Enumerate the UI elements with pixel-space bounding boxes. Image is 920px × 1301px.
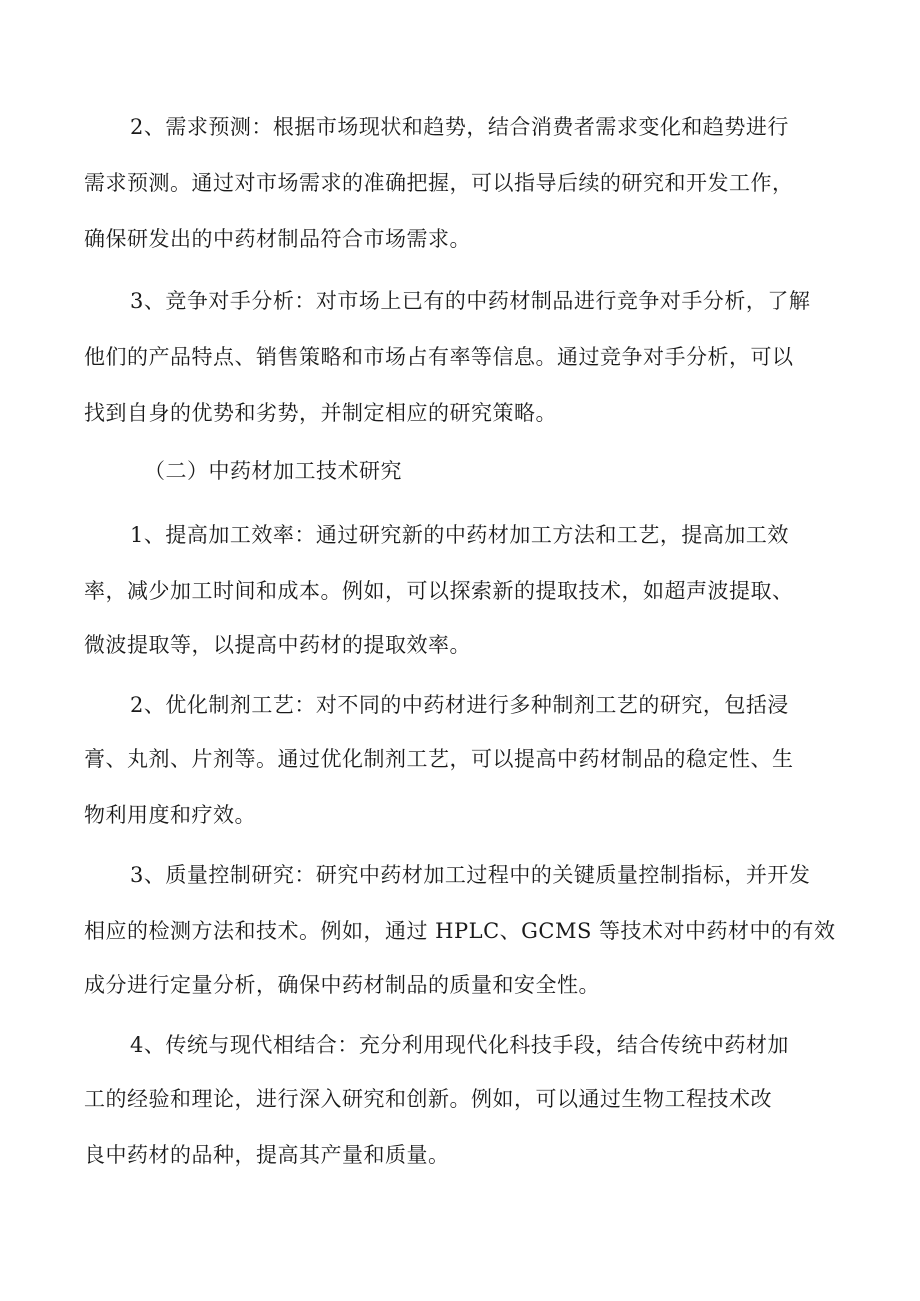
paragraph-competitor-analysis-line-3: 找到自身的优势和劣势，并制定相应的研究策略。 [84, 401, 557, 425]
paragraph-quality-control-line-3: 成分进行定量分析，确保中药材制品的质量和安全性。 [84, 973, 600, 997]
paragraph-tradition-modern-line-1: 4、传统与现代相结合：充分利用现代化科技手段，结合传统中药材加 [130, 1033, 789, 1057]
paragraph-competitor-analysis-line-1: 3、竞争对手分析：对市场上已有的中药材制品进行竞争对手分析，了解 [130, 289, 811, 313]
paragraph-demand-forecast-line-2: 需求预测。通过对市场需求的准确把握，可以指导后续的研究和开发工作， [84, 171, 794, 195]
paragraph-demand-forecast-line-3: 确保研发出的中药材制品符合市场需求。 [84, 227, 471, 251]
paragraph-tradition-modern-line-2: 工的经验和理论，进行深入研究和创新。例如，可以通过生物工程技术改 [84, 1087, 772, 1111]
paragraph-quality-control-line-1: 3、质量控制研究：研究中药材加工过程中的关键质量控制指标，并开发 [130, 863, 811, 887]
paragraph-processing-efficiency-line-2: 率，减少加工时间和成本。例如，可以探索新的提取技术，如超声波提取、 [84, 579, 794, 603]
paragraph-competitor-analysis-line-2: 他们的产品特点、销售策略和市场占有率等信息。通过竞争对手分析，可以 [84, 345, 794, 369]
paragraph-formulation-process-line-3: 物利用度和疗效。 [84, 803, 256, 827]
section-heading: （二）中药材加工技术研究 [144, 459, 402, 483]
paragraph-formulation-process-line-2: 膏、丸剂、片剂等。通过优化制剂工艺，可以提高中药材制品的稳定性、生 [84, 747, 794, 771]
paragraph-processing-efficiency-line-1: 1、提高加工效率：通过研究新的中药材加工方法和工艺，提高加工效 [130, 523, 789, 547]
paragraph-quality-control-line-2: 相应的检测方法和技术。例如，通过 HPLC、GCMS 等技术对中药材中的有效 [84, 919, 836, 943]
paragraph-demand-forecast-line-1: 2、需求预测：根据市场现状和趋势，结合消费者需求变化和趋势进行 [130, 115, 789, 139]
paragraph-processing-efficiency-line-3: 微波提取等，以提高中药材的提取效率。 [84, 633, 471, 657]
paragraph-tradition-modern-line-3: 良中药材的品种，提高其产量和质量。 [84, 1143, 450, 1167]
paragraph-formulation-process-line-1: 2、优化制剂工艺：对不同的中药材进行多种制剂工艺的研究，包括浸 [130, 693, 789, 717]
